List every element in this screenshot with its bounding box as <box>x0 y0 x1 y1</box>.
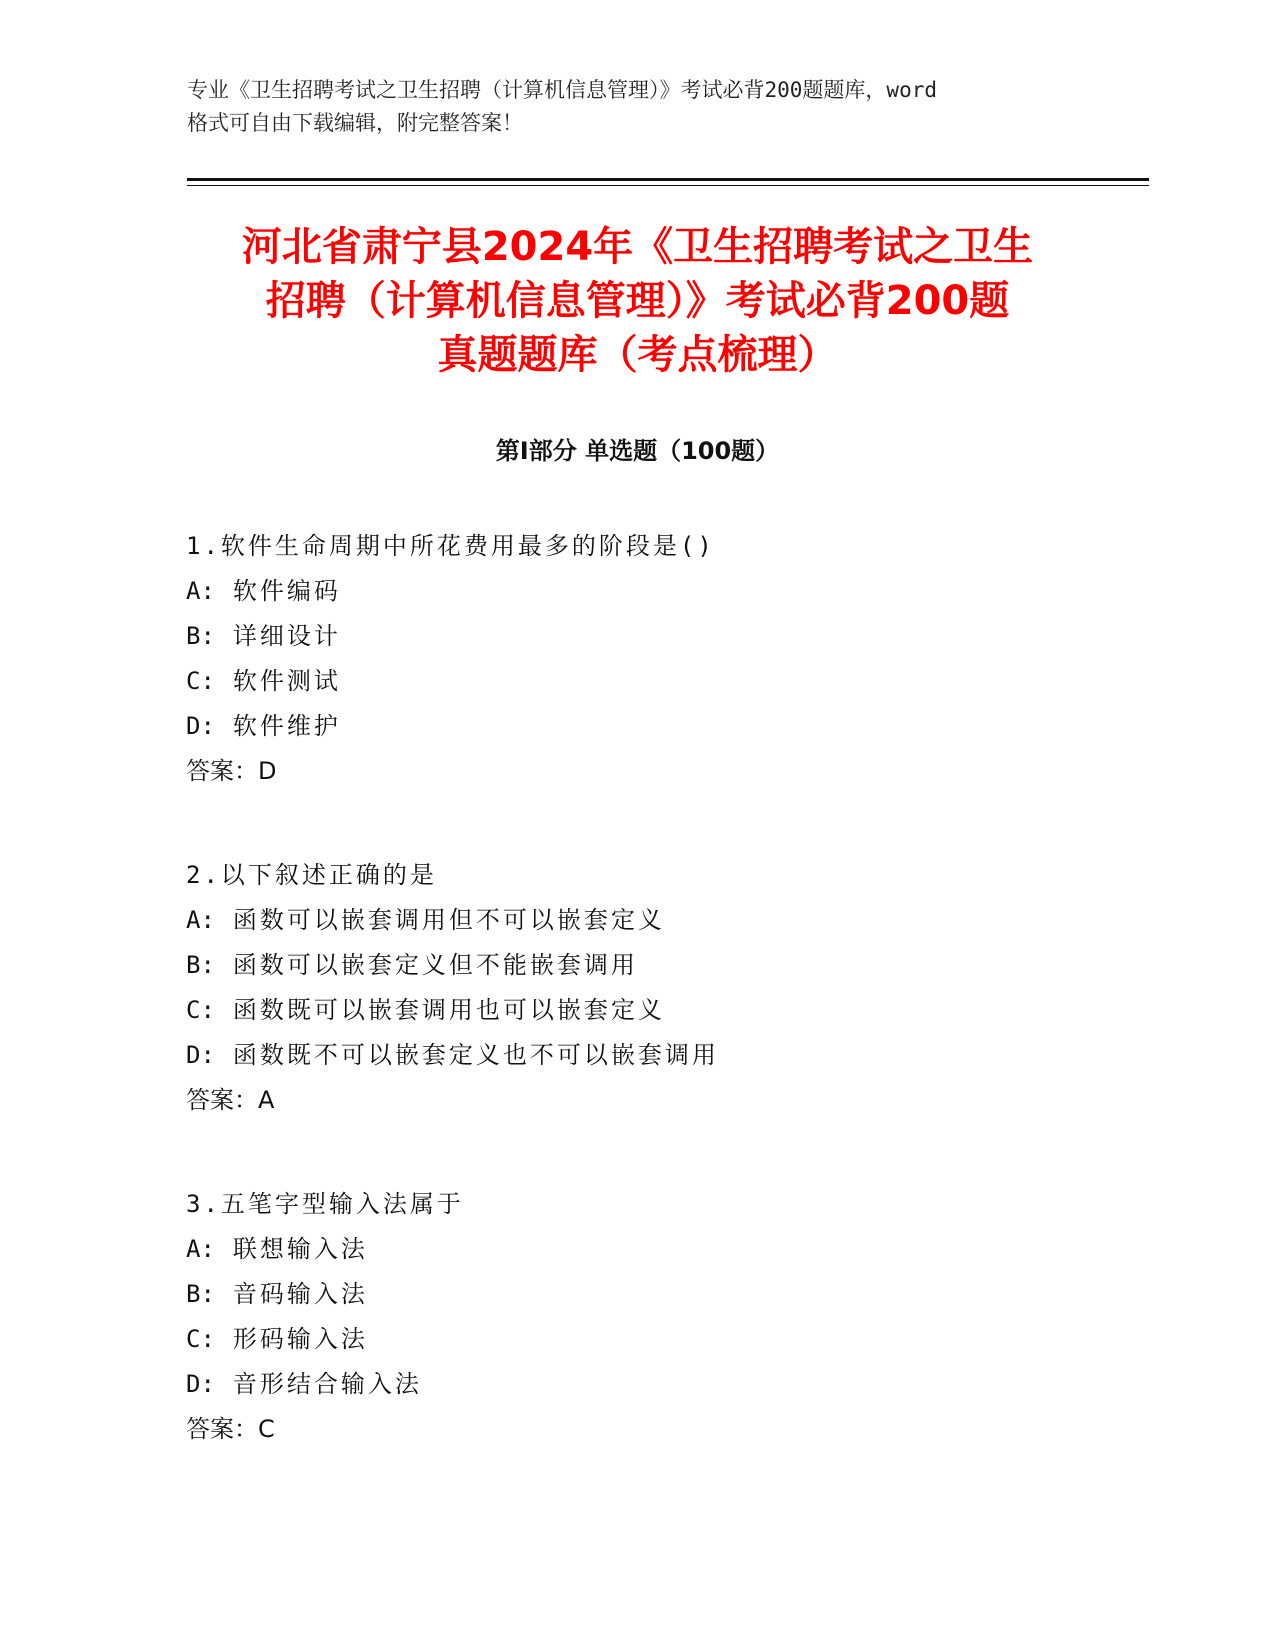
option-text: 音码输入法 <box>232 1280 368 1308</box>
option-text: 详细设计 <box>232 622 341 650</box>
option-text: 函数可以嵌套调用但不可以嵌套定义 <box>232 906 665 934</box>
option-label: C: <box>186 1325 215 1353</box>
option-a <box>186 898 1086 943</box>
question-stem: 3.五笔字型输入法属于 <box>186 1190 464 1218</box>
option-text: 软件测试 <box>232 667 341 695</box>
option-text: 软件编码 <box>232 577 341 605</box>
option-c <box>186 659 1086 704</box>
option-d <box>186 1362 1086 1407</box>
option-label: B: <box>186 622 215 650</box>
header-note <box>187 74 1087 140</box>
question-stem: 1.软件生命周期中所花费用最多的阶段是() <box>186 532 715 560</box>
option-b <box>186 1272 1086 1317</box>
option-label: A: <box>186 1235 215 1263</box>
option-d <box>186 1033 1086 1078</box>
option-text: 音形结合输入法 <box>232 1370 422 1398</box>
option-a <box>186 1227 1086 1272</box>
option-text: 函数可以嵌套定义但不能嵌套调用 <box>232 951 638 979</box>
answer: 答案：C <box>186 1415 275 1443</box>
header-divider-thin <box>187 185 1149 186</box>
header-note-line-1: 专业《卫生招聘考试之卫生招聘（计算机信息管理）》考试必背200题题库，word <box>187 78 937 102</box>
header-note-line-2: 格式可自由下载编辑，附完整答案！ <box>187 111 523 135</box>
option-label: B: <box>186 951 215 979</box>
option-b <box>186 614 1086 659</box>
option-label: B: <box>186 1280 215 1308</box>
option-label: C: <box>186 667 215 695</box>
question-list <box>186 524 1086 1511</box>
option-text: 函数既不可以嵌套定义也不可以嵌套调用 <box>232 1041 719 1069</box>
document-title-line-2: 招聘（计算机信息管理）》考试必背200题 <box>265 278 1010 324</box>
option-label: A: <box>186 906 215 934</box>
option-label: D: <box>186 1370 215 1398</box>
option-text: 联想输入法 <box>232 1235 368 1263</box>
option-text: 形码输入法 <box>232 1325 368 1353</box>
document-title-line-1: 河北省肃宁县2024年《卫生招聘考试之卫生 <box>241 224 1034 270</box>
question-3 <box>186 1182 1086 1452</box>
option-d <box>186 704 1086 749</box>
option-label: C: <box>186 996 215 1024</box>
question-stem: 2.以下叙述正确的是 <box>186 861 437 889</box>
option-b <box>186 943 1086 988</box>
document-title <box>150 220 1125 382</box>
option-label: D: <box>186 712 215 740</box>
option-text: 软件维护 <box>232 712 341 740</box>
answer: 答案：A <box>186 1086 275 1114</box>
option-label: D: <box>186 1041 215 1069</box>
option-c <box>186 1317 1086 1362</box>
answer: 答案：D <box>186 757 277 785</box>
question-1 <box>186 524 1086 794</box>
header-divider-thick <box>187 178 1149 181</box>
section-title: 第Ⅰ部分 单选题（100题） <box>495 437 780 465</box>
document-title-line-3: 真题题库（考点梳理） <box>437 332 838 378</box>
option-c <box>186 988 1086 1033</box>
question-2 <box>186 853 1086 1123</box>
option-text: 函数既可以嵌套调用也可以嵌套定义 <box>232 996 665 1024</box>
option-a <box>186 569 1086 614</box>
option-label: A: <box>186 577 215 605</box>
